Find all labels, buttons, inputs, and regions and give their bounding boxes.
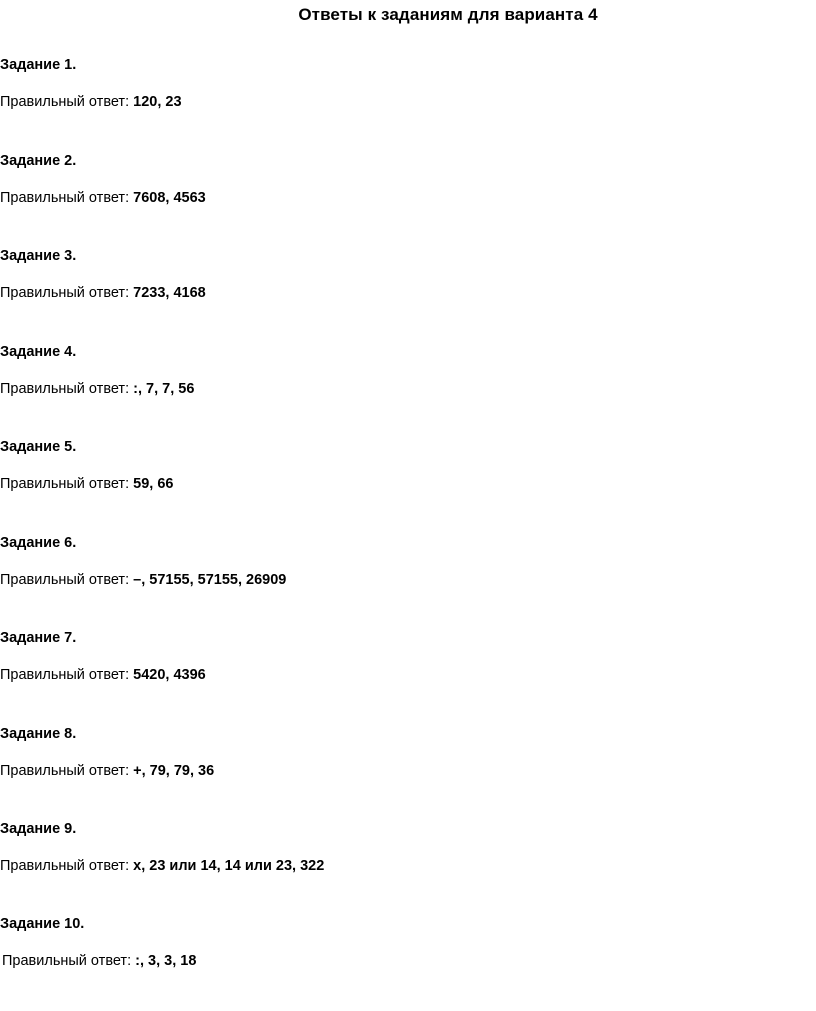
task-heading: Задание 9.: [0, 821, 77, 837]
answer-label: Правильный ответ:: [2, 953, 136, 969]
task-answer: [0, 856, 800, 876]
answer-label: Правильный ответ:: [0, 858, 134, 874]
task-heading: Задание 3.: [0, 248, 77, 264]
task-heading: Задание 4.: [0, 344, 77, 360]
task-1: [0, 55, 800, 112]
answer-value: –, 57155, 57155, 26909: [133, 572, 287, 588]
task-heading: Задание 1.: [0, 57, 77, 73]
task-answer: [0, 92, 800, 112]
task-heading: Задание 7.: [0, 630, 77, 646]
task-5: [0, 437, 800, 494]
answer-value: 7233, 4168: [133, 285, 206, 301]
answer-value: 59, 66: [133, 476, 174, 492]
task-8: [0, 724, 800, 781]
task-2: [0, 151, 800, 208]
task-answer: [0, 283, 800, 303]
task-answer: [0, 761, 800, 781]
task-heading: Задание 2.: [0, 153, 77, 169]
task-answer: [0, 188, 800, 208]
answer-value: 5420, 4396: [133, 667, 206, 683]
answer-value: +, 79, 79, 36: [133, 763, 215, 779]
answer-label: Правильный ответ:: [0, 667, 134, 683]
task-9: [0, 819, 800, 876]
task-heading: Задание 5.: [0, 439, 77, 455]
answer-value: 7608, 4563: [133, 190, 206, 206]
task-7: [0, 628, 800, 685]
answer-label: Правильный ответ:: [0, 285, 134, 301]
answer-value: 120, 23: [133, 94, 182, 110]
answer-value: x, 23 или 14, 14 или 23, 322: [133, 858, 325, 874]
task-heading: Задание 6.: [0, 535, 77, 551]
task-answer: [0, 379, 800, 399]
answer-value: :, 3, 3, 18: [135, 953, 197, 969]
task-heading: Задание 10.: [0, 916, 85, 932]
answer-label: Правильный ответ:: [0, 476, 134, 492]
answer-label: Правильный ответ:: [0, 190, 134, 206]
task-answer: [0, 570, 800, 590]
task-4: [0, 342, 800, 399]
task-3: [0, 246, 800, 303]
answer-label: Правильный ответ:: [0, 94, 134, 110]
answer-label: Правильный ответ:: [0, 763, 134, 779]
task-10: [0, 914, 800, 971]
task-answer: [0, 474, 800, 494]
answer-value: :, 7, 7, 56: [133, 381, 195, 397]
task-heading: Задание 8.: [0, 726, 77, 742]
answer-label: Правильный ответ:: [0, 572, 134, 588]
task-answer: [0, 951, 800, 971]
task-6: [0, 533, 800, 590]
task-answer: [0, 665, 800, 685]
answer-label: Правильный ответ:: [0, 381, 134, 397]
page-title: Ответы к заданиям для варианта 4: [298, 5, 598, 24]
